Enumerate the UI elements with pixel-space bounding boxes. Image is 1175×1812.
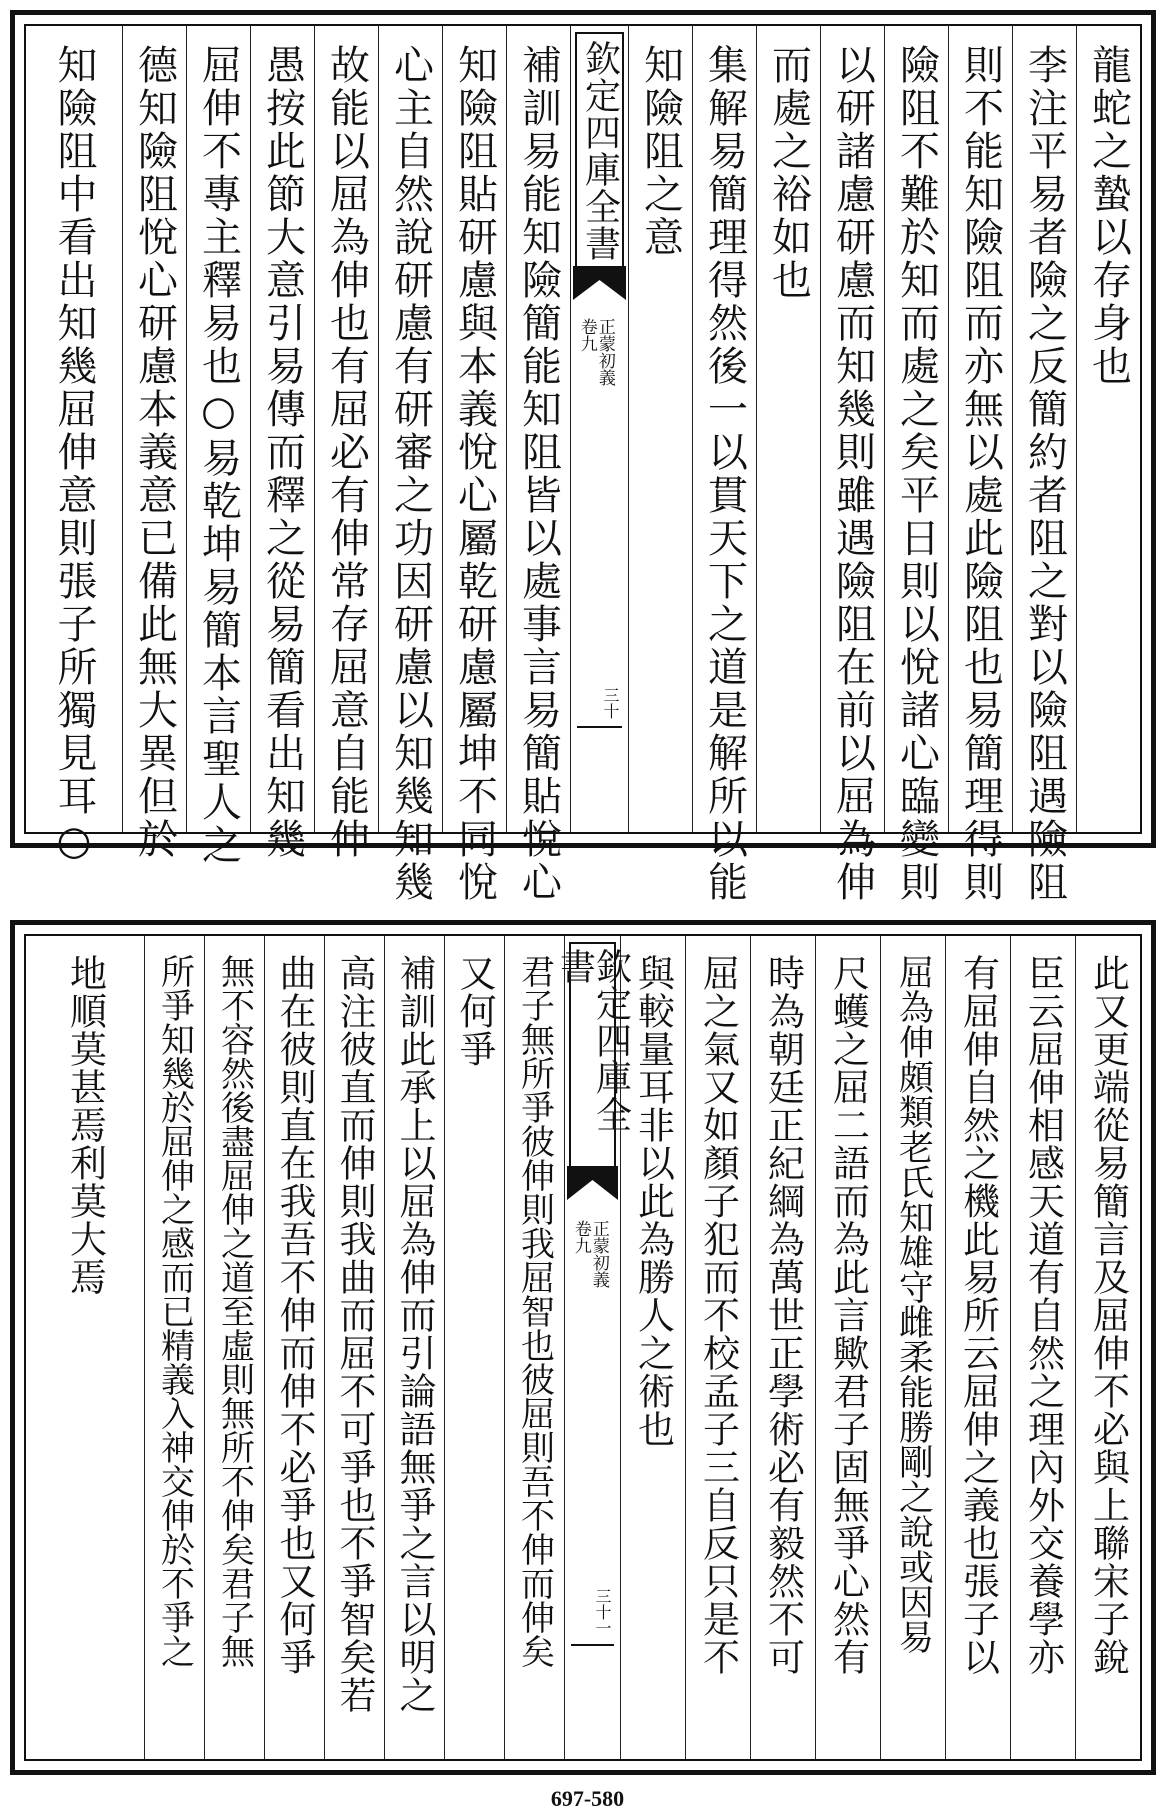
center-gutter bbox=[570, 26, 628, 832]
column-text: 所爭知幾於屈伸之感而已精義入神交伸於不爭之 bbox=[154, 954, 195, 1668]
column-text: 心主自然說研慮有研審之功因研慮以知幾知幾 bbox=[387, 44, 434, 904]
column-text: 故能以屈為伸也有屈必有伸常存屈意自能伸 bbox=[323, 44, 370, 861]
column-text: 又何爭 bbox=[453, 954, 496, 1068]
column-text: 以研諸慮研慮而知幾則雖遇險阻在前以屈為伸 bbox=[829, 44, 876, 904]
column-text: 而處之裕如也 bbox=[765, 44, 812, 302]
column-text: 無不容然後盡屈伸之道至虛則無所不伸矣君子無 bbox=[214, 954, 255, 1668]
center-gutter bbox=[554, 936, 632, 1759]
bottom-page bbox=[10, 920, 1156, 1775]
text-column bbox=[250, 26, 314, 861]
column-text: 有屈伸自然之機此易所云屈伸之義也張子以 bbox=[956, 954, 1000, 1676]
text-column bbox=[1010, 936, 1075, 1759]
fishtail-mark bbox=[567, 1166, 618, 1200]
text-column bbox=[378, 26, 442, 904]
page-number: 697-580 bbox=[550, 1786, 625, 1811]
column-text: 尺蠖之屈二語而為此言歟君子固無爭心然有 bbox=[826, 954, 870, 1676]
chapter-label: 卷九 bbox=[576, 318, 597, 352]
text-column bbox=[204, 936, 264, 1759]
text-column bbox=[945, 936, 1010, 1759]
column-text: 臣云屈伸相感天道有自然之理內外交養學亦 bbox=[1021, 954, 1065, 1676]
text-column bbox=[186, 26, 250, 867]
folio-number: 三十一 bbox=[571, 1586, 614, 1646]
column-text: 集解易簡理得然後一以貫天下之道是解所以能 bbox=[701, 44, 748, 904]
column-text: 知險阻之意 bbox=[637, 44, 684, 259]
column-text: 補訓此承上以屈為伸而引論語無爭之言以明之 bbox=[393, 954, 436, 1714]
fishtail-mark bbox=[573, 266, 626, 300]
text-column bbox=[884, 26, 948, 904]
book-title: 欽定四庫全書 bbox=[569, 942, 616, 1169]
column-text: 補訓易能知險簡能知阻皆以處事言易簡貼悅心 bbox=[515, 44, 562, 904]
column-text: 時為朝廷正紀綱為萬世正學術必有毅然不可 bbox=[761, 954, 805, 1676]
text-column bbox=[26, 936, 144, 1759]
text-column bbox=[144, 936, 204, 1759]
text-column bbox=[1075, 936, 1140, 1759]
bottom-page-columns bbox=[26, 936, 1140, 1759]
column-text: 知險阻貼研慮與本義悅心屬乾研慮屬坤不同悅 bbox=[451, 44, 498, 904]
column-text: 愚按此節大意引易傳而釋之從易簡看出知幾 bbox=[259, 44, 306, 861]
column-text: 龍蛇之蟄以存身也 bbox=[1085, 44, 1132, 388]
column-text: 此又更端從易簡言及屈伸不必與上聯宋子銳 bbox=[1086, 954, 1130, 1676]
column-text: 屈伸不專主釋易也○易乾坤易簡本言聖人之 bbox=[195, 44, 242, 867]
bottom-page-frame bbox=[24, 934, 1142, 1761]
text-column bbox=[1076, 26, 1140, 832]
column-text: 屈之氣又如顏子犯而不校孟子三自反只是不 bbox=[696, 954, 740, 1676]
column-text: 德知險阻悅心研慮本義意已備此無大異但於 bbox=[131, 44, 178, 861]
text-column bbox=[880, 936, 945, 1759]
book-subtitle: 正蒙初義 bbox=[588, 1220, 609, 1288]
top-page-frame bbox=[24, 24, 1142, 904]
text-column bbox=[820, 26, 884, 904]
text-column bbox=[324, 936, 384, 1759]
text-column bbox=[384, 936, 444, 1759]
column-text: 屈為伸頗類老氏知雄守雌柔能勝剛之說或因易 bbox=[893, 954, 934, 1654]
book-title: 欽定四庫全書 bbox=[575, 32, 624, 269]
text-column bbox=[948, 26, 1012, 904]
column-text: 君子無所爭彼伸則我屈智也彼屈則吾不伸而伸矣 bbox=[514, 954, 555, 1668]
text-column bbox=[815, 936, 880, 1759]
text-column bbox=[122, 26, 186, 861]
column-text: 則不能知險阻而亦無以處此險阻也易簡理得則 bbox=[957, 44, 1004, 904]
column-text: 險阻不難於知而處之矣平日則以悅諸心臨變則 bbox=[893, 44, 940, 904]
text-column bbox=[26, 26, 122, 867]
text-column bbox=[756, 26, 820, 832]
text-column bbox=[692, 26, 756, 904]
text-column bbox=[628, 26, 692, 832]
folio-number: 三十 bbox=[577, 686, 622, 728]
column-text: 高注彼直而伸則我曲而屈不可爭也不爭智矣若 bbox=[333, 954, 376, 1714]
column-text: 李注平易者險之反簡約者阻之對以險阻遇險阻 bbox=[1021, 44, 1068, 904]
text-column bbox=[506, 26, 570, 904]
book-subtitle: 正蒙初義 bbox=[594, 318, 615, 386]
text-column bbox=[1012, 26, 1076, 904]
chapter-label: 卷九 bbox=[570, 1220, 591, 1254]
text-column bbox=[504, 936, 564, 1759]
text-column bbox=[442, 26, 506, 904]
column-text: 地順莫甚焉利莫大焉 bbox=[63, 954, 107, 1296]
text-column bbox=[685, 936, 750, 1759]
column-text: 知險阻中看出知幾屈伸意則張子所獨見耳○ bbox=[51, 44, 97, 867]
text-column bbox=[264, 936, 324, 1759]
text-column bbox=[444, 936, 504, 1759]
column-text: 與較量耳非以此為勝人之術也 bbox=[631, 954, 675, 1448]
top-page-columns bbox=[26, 26, 1140, 904]
text-column bbox=[750, 936, 815, 1759]
column-text: 曲在彼則直在我吾不伸而伸不必爭也又何爭 bbox=[273, 954, 316, 1676]
text-column bbox=[314, 26, 378, 861]
top-page bbox=[10, 10, 1156, 904]
